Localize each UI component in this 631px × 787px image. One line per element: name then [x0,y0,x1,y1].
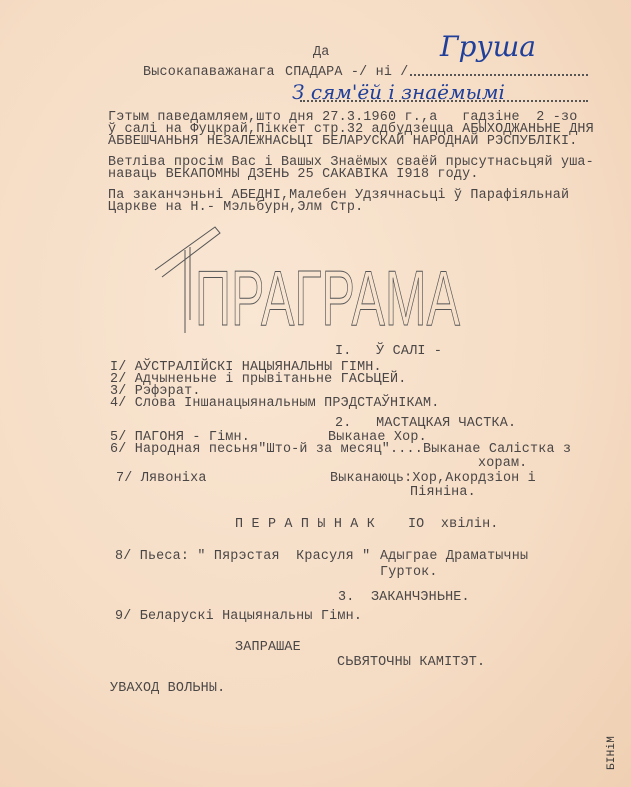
archive-stamp: БІНіМ [606,735,618,770]
intro-line: Па заканчэньні АБЕДНІ,Малебен Удзячнасьці ў Парафіяльнай [108,188,570,203]
performer: Гурток. [380,565,438,580]
programme-title [150,225,480,343]
program-item: 4/ Слова Іншанацыянальным ПРЭДСТАЎНІКАМ. [110,396,440,411]
program-item: 5/ ПАГОНЯ - Гімн. [110,430,251,445]
intermission: П Е Р А П Ы Н А К IO хвілін. [235,517,499,532]
program-item: 2/ Адчыненьне і прывітаньне ГАСЬЦЕЙ. [110,372,407,387]
intro-line: наваць ВЕКАПОМНЫ ДЗЕНЬ 25 САКАВІКА I918 году. [108,167,479,182]
performer: Выканаюць:Хор,Акордзіон і [330,471,536,486]
section-heading: 3. ЗАКАНЧЭНЬНЕ. [338,590,470,605]
header-da: Да [313,45,330,60]
intro-line: АБВЕШЧАНЬНЯ НЕЗАЛЕЖНАСЬЦІ БЕЛАРУСКАЙ НАРОДНАЙ РЭСПУБЛІКІ. [108,134,578,149]
intro-line: Гэтым паведамляем,што дня 27.3.1960 г.,а гадзіне 2 -зо [108,110,578,125]
section-heading: I. Ў САЛІ - [335,344,443,359]
committee-signature: СЬВЯТОЧНЫ КАМІТЭТ. [337,655,486,670]
program-item: 7/ Лявоніха [116,471,207,486]
intro-line: Царкве на Н.- Мэльбурн,Элм Стр. [108,200,364,215]
invite-text: ЗАПРАШАЕ [235,640,301,655]
title-text: ПРАГРАМА [195,254,460,342]
performer: Піяніна. [410,485,476,500]
addressee-title: СПАДАРА -/ ні / [285,65,409,80]
performer: хорам. [478,456,528,471]
addressee-label: Высокапаважанага [143,65,275,80]
performer: Адыграе Драматычны [380,549,529,564]
handwritten-name: Груша [440,30,536,63]
entry-note: УВАХОД ВОЛЬНЫ. [110,681,226,696]
program-item: I/ АЎСТРАЛІЙСКІ НАЦЫЯНАЛЬНЫ ГІМН. [110,360,382,375]
handwritten-note: З сям'ёй і знаёмымі [292,80,505,104]
program-item: 3/ Рэфэрат. [110,384,201,399]
dotted-line [410,74,588,76]
performer: Выканае Хор. [328,430,427,445]
section-heading: 2. МАСТАЦКАЯ ЧАСТКА. [335,416,517,431]
program-item: 9/ Беларускі Нацыянальны Гімн. [115,609,363,624]
program-item: 8/ Пьеса: " Пярэстая Красуля " [115,549,371,564]
intro-line: Ветліва просім Вас і Вашых Знаёмых сваёй прысутнасьцяй уша- [108,155,594,170]
intro-line: ў салі на Фуцкрай,Піккет стр.32 адбудзецца АБЫХОДЖАНЬНЕ ДНЯ [108,122,594,137]
program-item: 6/ Народная песьня"Што-й за месяц"....Выканае Салістка з [110,442,572,457]
